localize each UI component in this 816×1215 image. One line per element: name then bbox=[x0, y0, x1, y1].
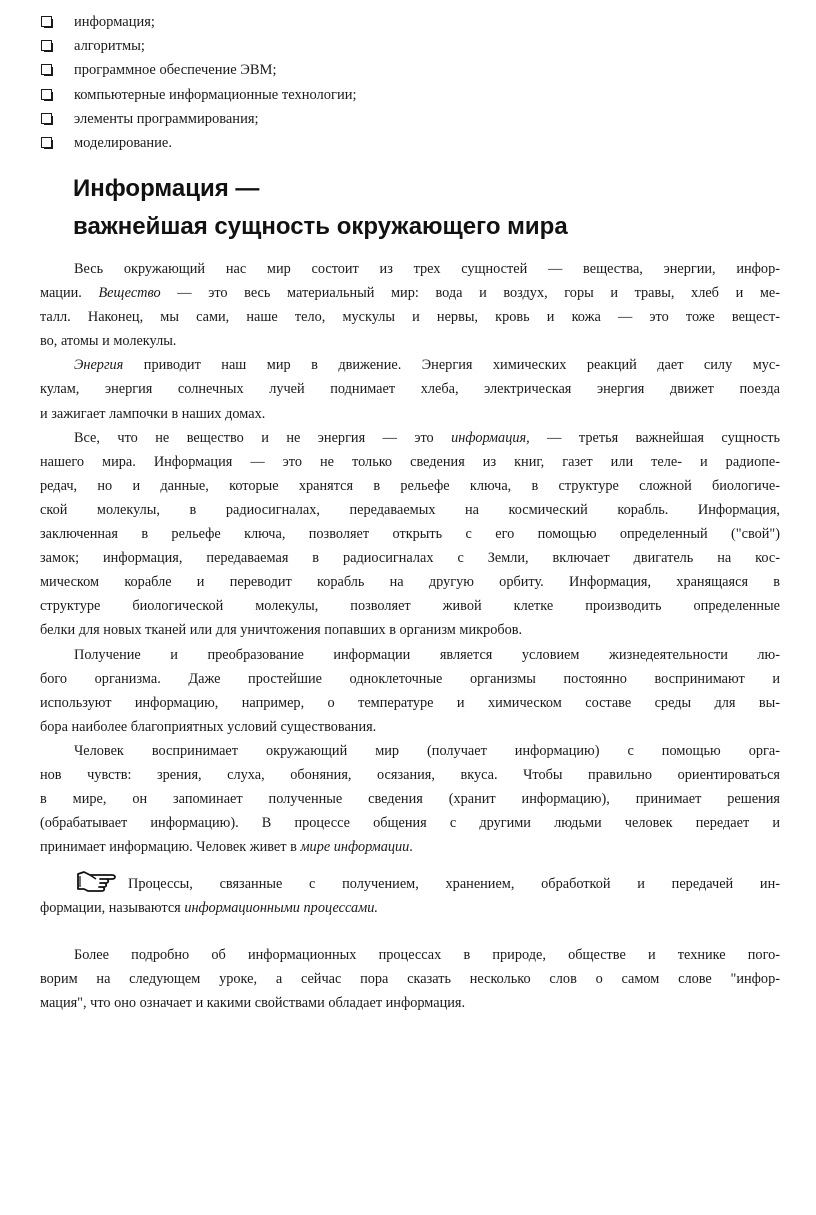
paragraph-human bbox=[40, 739, 780, 859]
text-line: талл. Наконец, мы сами, наше тело, мускулы и нервы, кровь и кожа — это тоже вещест- bbox=[40, 309, 780, 326]
paragraph-organisms bbox=[40, 643, 780, 739]
text-line: используют информацию, например, о температуре и химическом составе среды для вы- bbox=[40, 694, 780, 711]
text-line: принимает информацию. Человек живет в мире информации. bbox=[40, 839, 413, 856]
paragraph-information bbox=[40, 426, 780, 643]
list-item bbox=[40, 107, 357, 131]
checkbox-bullet-icon bbox=[41, 89, 52, 100]
text-line: нашего мира. Информация — это не только сведения из книг, газет или теле- и радиопе- bbox=[40, 453, 780, 470]
text-line: нов чувств: зрения, слуха, обоняния, осязания, вкуса. Чтобы правильно ориентироваться bbox=[40, 766, 780, 783]
text-line: в мире, он запоминает полученные сведения (хранит информацию), принимает решения bbox=[40, 791, 780, 808]
text-line: Весь окружающий нас мир состоит из трех сущностей — вещества, энергии, инфор- bbox=[74, 261, 780, 277]
checkbox-bullet-icon bbox=[41, 64, 52, 75]
checkbox-bullet-icon bbox=[41, 137, 52, 148]
list-item bbox=[40, 34, 357, 58]
article-body bbox=[40, 257, 780, 859]
text-line: и зажигает лампочки в наших домах. bbox=[40, 405, 266, 422]
text-line: Процессы, связанные с получением, хранением, обработкой и передачей ин- bbox=[128, 876, 780, 892]
text-line: бора наиболее благоприятных условий существования. bbox=[40, 718, 377, 735]
text-line: мация", что оно означает и какими свойствами обладает информация. bbox=[40, 995, 466, 1012]
list-item-text: информация; bbox=[74, 14, 155, 30]
checkbox-bullet-icon bbox=[41, 40, 52, 51]
text-line: формации, называются информационными процессами. bbox=[40, 900, 378, 917]
section-heading bbox=[73, 170, 568, 246]
text-line: структуре биологической молекулы, позволяет живой клетке производить определенные bbox=[40, 598, 780, 615]
paragraph-matter bbox=[40, 257, 780, 353]
text-line: Получение и преобразование информации является условием жизнедеятельности лю- bbox=[74, 646, 780, 663]
topic-list bbox=[40, 10, 357, 155]
paragraph-next-lesson bbox=[40, 943, 780, 1015]
checkbox-bullet-icon bbox=[41, 16, 52, 27]
term-information: информация, bbox=[451, 429, 530, 446]
text-line: (обрабатывает информацию). В процессе общения с другими людьми человек передает и bbox=[40, 815, 780, 832]
list-item-text: элементы программирования; bbox=[74, 110, 259, 127]
list-item-text: алгоритмы; bbox=[74, 38, 145, 55]
definition-note bbox=[40, 872, 780, 920]
text-line: белки для новых тканей или для уничтожения попавших в организм микробов. bbox=[40, 622, 523, 639]
text-line: кулам, энергия солнечных лучей поднимает хлеба, электрическая энергия движет поезда bbox=[40, 381, 780, 398]
list-item-text: моделирование. bbox=[74, 134, 172, 151]
text-line: замок; информация, передаваемая в радиосигналах с Земли, включает двигатель на кос- bbox=[40, 550, 780, 567]
list-item bbox=[40, 83, 357, 107]
term-energy: Энергия bbox=[74, 357, 124, 374]
text-line: Все, что не вещество и не энергия — это информация, — третья важнейшая сущность bbox=[74, 429, 780, 446]
text-line: во, атомы и молекулы. bbox=[40, 333, 177, 350]
list-item bbox=[40, 58, 357, 82]
heading-line-2: важнейшая сущность окружающего мира bbox=[73, 213, 568, 240]
term-information-processes: информационными процессами. bbox=[184, 900, 378, 917]
text-line: Более подробно об информационных процессах в природе, обществе и технике пого- bbox=[74, 947, 780, 963]
list-item bbox=[40, 10, 357, 34]
text-line: бого организма. Даже простейшие одноклеточные организмы постоянно воспринимают и bbox=[40, 670, 780, 687]
text-line: заключенная в рельефе ключа, позволяет открыть с его помощью определенный ("свой") bbox=[40, 526, 780, 543]
text-line: Человек воспринимает окружающий мир (получает информацию) с помощью орга- bbox=[74, 742, 780, 759]
list-item-text: программное обеспечение ЭВМ; bbox=[74, 62, 277, 79]
term-world-of-information: мире информации bbox=[300, 839, 410, 856]
text-line: Энергия приводит наш мир в движение. Энергия химических реакций дает силу мус- bbox=[74, 357, 780, 374]
term-matter: Вещество bbox=[98, 285, 161, 302]
text-line: мации. Вещество — это весь материальный мир: вода и воздух, горы и травы, хлеб и ме- bbox=[40, 285, 780, 302]
list-item-text: компьютерные информационные технологии; bbox=[74, 86, 357, 103]
pointing-hand-icon bbox=[76, 868, 120, 894]
text-line: мическом корабле и переводит корабль на другую орбиту. Информация, хранящаяся в bbox=[40, 574, 780, 591]
paragraph-energy bbox=[40, 353, 780, 425]
heading-line-1: Информация — bbox=[73, 175, 260, 202]
list-item bbox=[40, 131, 357, 155]
text-line: ской молекулы, в радиосигналах, передаваемых на космический корабль. Информация, bbox=[40, 501, 780, 518]
checkbox-bullet-icon bbox=[41, 113, 52, 124]
text-line: ворим на следующем уроке, а сейчас пора сказать несколько слов о самом слове "инфор- bbox=[40, 971, 780, 988]
text-line: редач, но и данные, которые хранятся в рельефе ключа, в структуре сложной биологиче- bbox=[40, 477, 780, 494]
